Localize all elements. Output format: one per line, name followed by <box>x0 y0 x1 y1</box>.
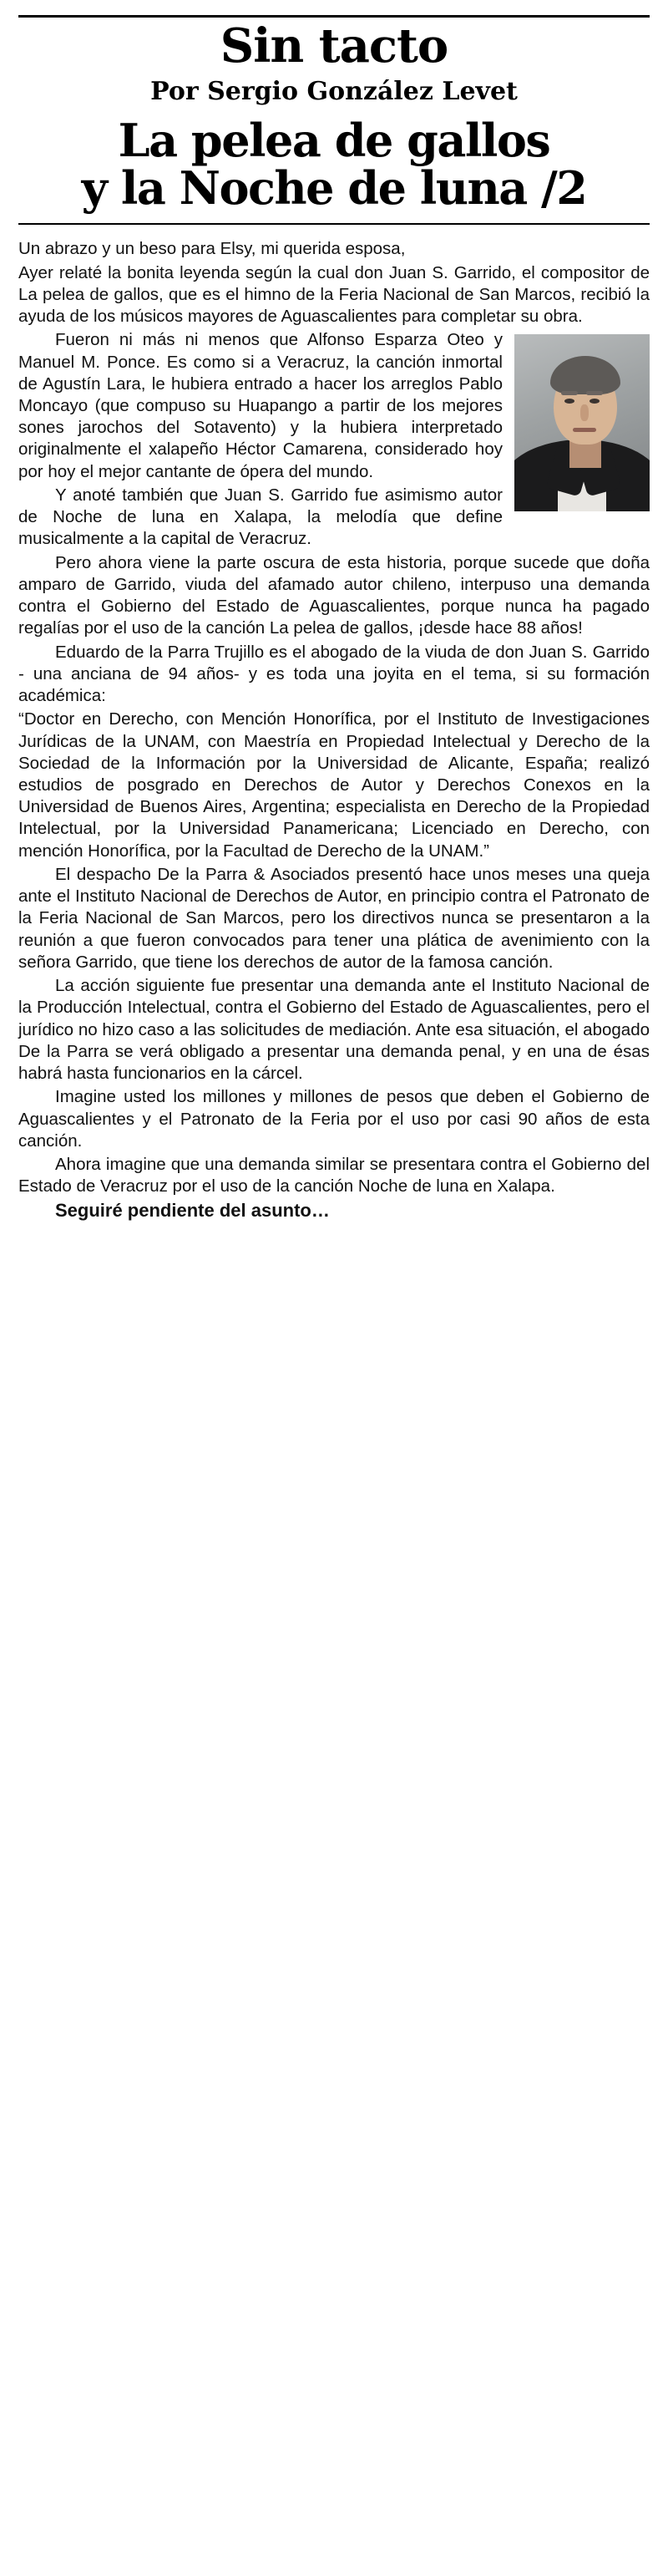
paragraph-3: Y anoté también que Juan S. Garrido fue asimismo autor de Noche de luna en Xalapa, la melodía que define musicalmente a la capital de Veracruz. <box>18 485 503 549</box>
top-rule <box>18 15 650 18</box>
photo-eyebrow-right <box>586 391 603 395</box>
photo-nose <box>580 404 589 421</box>
headline-line-1: La pelea de gallos <box>118 114 550 167</box>
paragraph-4: Pero ahora viene la parte oscura de esta historia, porque sucede que doña amparo de Garrido, viuda del afamado autor chileno, interpuso una demanda contra el Gobierno del Estado de Aguascalientes, porque nunca ha pagado regalías por el uso de la canción La pelea de gallos, ¡desde hace 88 años! <box>18 552 650 638</box>
dedication-line: Un abrazo y un beso para Elsy, mi querida esposa, <box>18 239 406 259</box>
paragraph-1: Ayer relaté la bonita leyenda según la cual don Juan S. Garrido, el compositor de La pelea de gallos, que es el himno de la Feria Nacional de San Marcos, recibió la ayuda de los músicos mayores de Aguascalientes para completar su obra. <box>18 262 650 327</box>
paragraph-2: Fueron ni más ni menos que Alfonso Esparza Oteo y Manuel M. Ponce. Es como si a Veracruz, la canción inmortal de Agustín Lara, le hubiera entrado a hacer los arreglos Pablo Moncayo (que compuso su Huapango a partir de los mejores sones jarochos del Sotavento) y la hubiera interpretado originalmente el xalapeño Héctor Camarena, considerado hoy por hoy el mejor cantante de ópera del mundo. <box>18 330 503 481</box>
page-title <box>18 114 650 215</box>
paragraph-10: Ahora imagine que una demanda similar se presentara contra el Gobierno del Estado de Veracruz por el uso de la canción Noche de luna en Xalapa. <box>18 1154 650 1197</box>
paragraph-5: Eduardo de la Parra Trujillo es el abogado de la viuda de don Juan S. Garrido - una anciana de 94 años- y es toda una joyita en el tema, si su formación académica: <box>18 642 650 706</box>
author-byline: Por Sergio González Levet <box>150 77 518 106</box>
column-kicker: Sin tacto <box>220 18 448 74</box>
paragraph-7: El despacho De la Parra & Asociados presentó hace unos meses una queja ante el Instituto Nacional de Derechos de Autor, en principio contra el Patronato de la Feria Nacional de San Marcos, pero los directivos nunca se presentaron a la reunión a que fueron convocados para tener una plática de avenimiento con la señora Garrido, que tiene los derechos de autor de la famosa canción. <box>18 864 650 972</box>
closing-line: Seguiré pendiente del asunto… <box>55 1200 330 1222</box>
portrait-photo <box>514 334 650 511</box>
headline-divider <box>18 223 650 225</box>
paragraph-9: Imagine usted los millones y millones de pesos que deben el Gobierno de Aguascalientes y el Patronato de la Feria por el uso por casi 90 años de esta canción. <box>18 1087 650 1151</box>
portrait-image <box>514 334 650 511</box>
article-body <box>18 238 650 1224</box>
paragraph-8: La acción siguiente fue presentar una demanda ante el Instituto Nacional de la Producción Intelectual, contra el Gobierno del Estado de Aguascalientes, pero el jurídico no hizo caso a las solicitudes de mediación. Ante esa situación, el abogado De la Parra se verá obligado a presentar una demanda penal, y en una de ésas habrá hasta funcionarios en la cárcel. <box>18 976 650 1084</box>
photo-mouth <box>573 428 596 432</box>
paragraph-6-quote: “Doctor en Derecho, con Mención Honorífica, por el Instituto de Investigaciones Jurídicas de la UNAM, con Maestría en Propiedad Intelectual y Derecho de la Sociedad de la Información por la Universidad de Alicante, España; realizó estudios de posgrado en Derechos de Autor y Derechos Conexos en la Universidad de Buenos Aires, Argentina; especialista en Derecho de la Propiedad Intelectual, por la Universidad Panamericana; Licenciado en Derecho, con mención Honorífica, por la Facultad de Derecho de la UNAM.” <box>18 709 650 861</box>
headline-line-2: y la Noche de luna /2 <box>81 160 587 215</box>
photo-eyebrow-left <box>561 391 578 395</box>
